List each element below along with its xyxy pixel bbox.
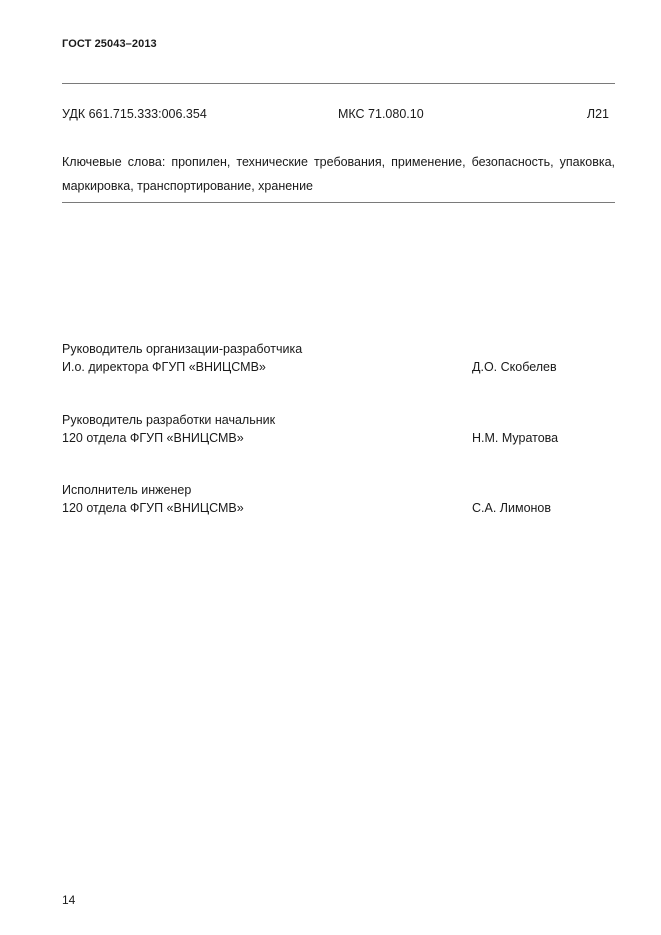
mks-code: МКС 71.080.10	[338, 107, 424, 121]
signatory-role-line2: 120 отдела ФГУП «ВНИЦСМВ»	[62, 431, 244, 445]
signatory-role-line1: Руководитель организации-разработчика	[62, 342, 303, 356]
top-divider	[62, 83, 615, 84]
udk-code: УДК 661.715.333:006.354	[62, 107, 207, 121]
signatory-role-line2-row	[62, 358, 615, 376]
signatory-role-line1: Исполнитель инженер	[62, 483, 192, 497]
signatory-role-line2: И.о. директора ФГУП «ВНИЦСМВ»	[62, 360, 266, 374]
signatory-name: Д.О. Скобелев	[472, 360, 557, 374]
signatory-block	[62, 340, 615, 376]
signatory-role-line2-row	[62, 429, 615, 447]
signatory-name: С.А. Лимонов	[472, 501, 552, 515]
page-number: 14	[62, 893, 76, 907]
signatory-block	[62, 411, 615, 447]
signatory-name: Н.М. Муратова	[472, 431, 559, 445]
bottom-divider	[62, 202, 615, 203]
keywords-text: Ключевые слова: пропилен, технические требования, применение, безопасность, упаковка, маркировка, транспортирование, хранение	[62, 155, 615, 193]
signatory-block	[62, 481, 615, 517]
signatory-role-line2-row	[62, 499, 615, 517]
signatory-role-line1: Руководитель разработки начальник	[62, 413, 276, 427]
signatory-role-line2: 120 отдела ФГУП «ВНИЦСМВ»	[62, 501, 244, 515]
l-code: Л21	[586, 107, 609, 121]
document-header: ГОСТ 25043–2013	[62, 38, 157, 50]
classification-codes	[62, 107, 615, 123]
